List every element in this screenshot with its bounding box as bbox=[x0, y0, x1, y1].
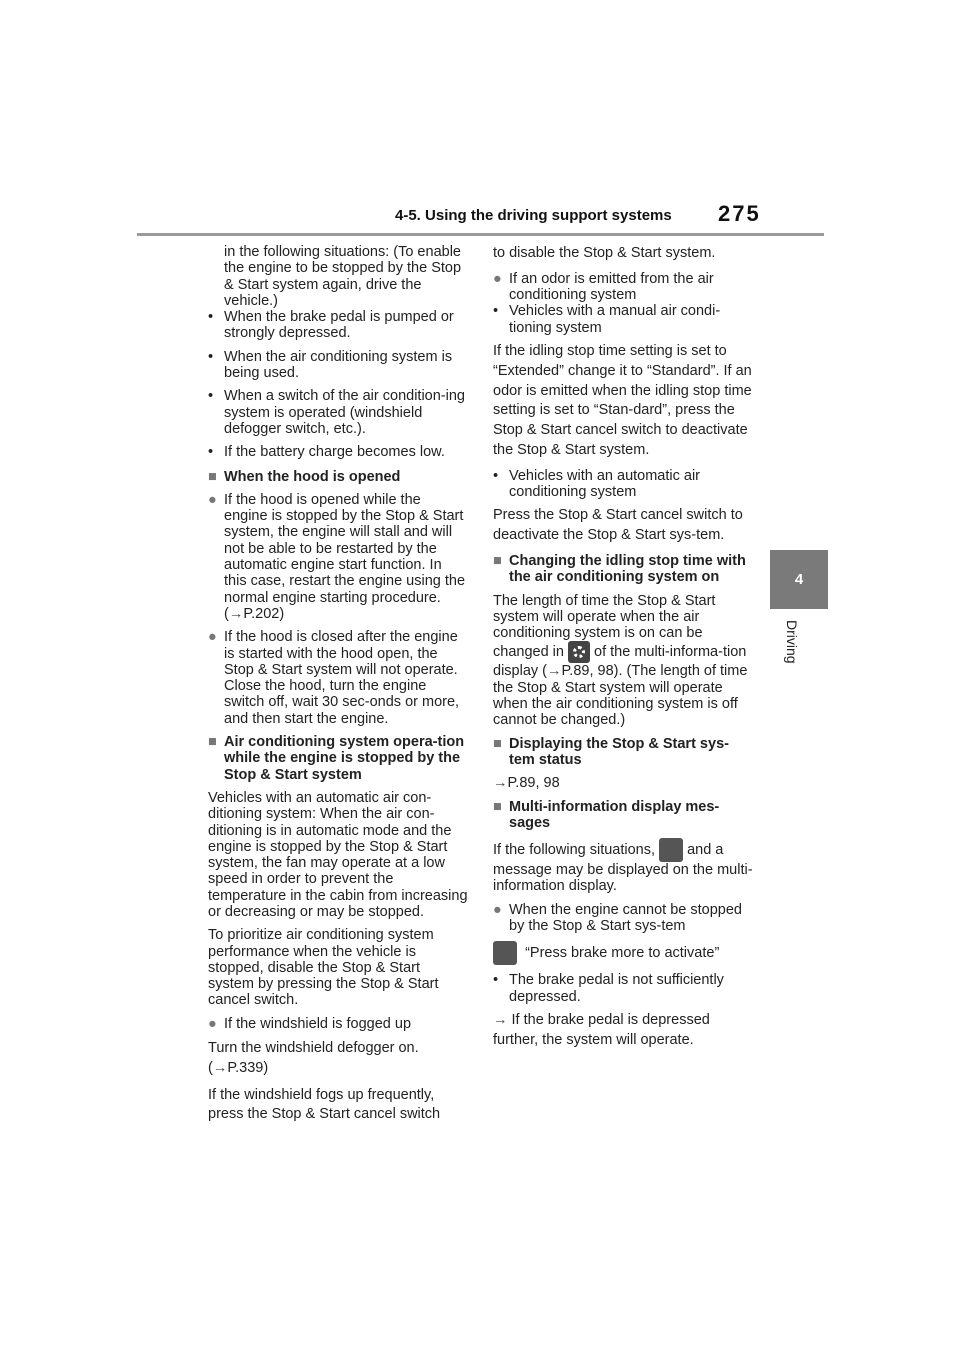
heading-messages: ■ Multi-information display mes-sages bbox=[493, 798, 720, 831]
odor-paragraph: If the idling stop time setting is set to “Extended” change it to “Standard”. If an odor is emitted when the idling stop time setting is set to “Stan-dard”, press the Stop & Start cancel switch to deactivate the Stop & Start system. bbox=[493, 342, 752, 458]
bullet-hood-closed: ● If the hood is closed after the engine is started with the hood open, the Stop & Start system will not operate. Close the hood, turn the engine switch off, wait 30 sec-onds or more, and then start the engine. bbox=[208, 629, 460, 727]
continued-text: to disable the Stop & Start system. bbox=[493, 245, 716, 261]
list-item: • Vehicles with a manual air condi-tioning system bbox=[493, 303, 721, 336]
odor-paragraph: Press the Stop & Start cancel switch to deactivate the Stop & Start sys-tem. bbox=[493, 507, 743, 544]
arrow-icon: → bbox=[493, 775, 508, 792]
circle-bullet-icon: ● bbox=[208, 491, 217, 508]
arrow-icon: → bbox=[212, 1059, 228, 1076]
page-number: 275 bbox=[718, 201, 761, 226]
ref-link[interactable]: P.202) bbox=[243, 605, 285, 622]
list-item: • When a switch of the air condition-ing system is operated (windshield defogger switch, etc.). bbox=[208, 388, 465, 437]
square-bullet-icon: ■ bbox=[208, 734, 217, 751]
arrow-icon: → bbox=[228, 605, 244, 622]
list-item: • If the battery charge becomes low. bbox=[208, 444, 445, 461]
list-item: • When the brake pedal is pumped or strongly depressed. bbox=[208, 309, 454, 342]
heading-hood: ■ When the hood is opened bbox=[208, 468, 401, 485]
heading-display: ■ Displaying the Stop & Start sys-tem status bbox=[493, 735, 729, 768]
bullet-fog: ● If the windshield is fogged up bbox=[208, 1015, 412, 1032]
change-paragraph: changed in of the multi-informa-tion display (→P.89, 98). (The length of time the Stop & Start system will operate when the air conditioning system is off cannot be changed.) bbox=[493, 641, 753, 728]
list-item: • Vehicles with an automatic air conditioning system bbox=[493, 467, 701, 501]
square-bullet-icon: ■ bbox=[493, 735, 502, 752]
header-divider bbox=[137, 233, 824, 236]
display-ref bbox=[493, 775, 753, 791]
ac-paragraph: Vehicles with an automatic air con-ditioning system: When the air con-ditioning is in automatic mode and the engine is stopped by the Stop & Start system, the fan may operate at a low speed in order to prevent the temperature in the cabin from increasing or decreasing or may be stopped. bbox=[208, 789, 468, 920]
bullet-engine-not-stopped: ● When the engine cannot be stopped by the Stop & Start sys-tem bbox=[493, 901, 742, 934]
msg-quote: “Press brake more to activate” bbox=[493, 941, 753, 965]
arrow-icon: → bbox=[493, 1011, 508, 1028]
chapter-tab[interactable] bbox=[770, 550, 828, 609]
fog-paragraph: If the windshield fogs up frequently, press the Stop & Start cancel switch bbox=[208, 1086, 441, 1123]
stop-start-indicator-icon bbox=[493, 941, 517, 965]
section-label-text: Driving bbox=[784, 620, 800, 664]
list-item: • When the air conditioning system is being used. bbox=[208, 348, 453, 382]
chapter-number: 4 bbox=[794, 571, 804, 588]
change-paragraph: The length of time the Stop & Start system will operate when the air conditioning system is on can be bbox=[493, 592, 716, 642]
ac-paragraph: To prioritize air conditioning system performance when the vehicle is stopped, disable the Stop & Start system by pressing the Stop & Start cancel switch. bbox=[208, 927, 439, 1009]
settings-gear-icon bbox=[568, 641, 590, 663]
square-bullet-icon: ■ bbox=[493, 798, 502, 815]
square-bullet-icon: ■ bbox=[208, 468, 217, 485]
circle-bullet-icon: ● bbox=[208, 629, 217, 646]
right-column bbox=[493, 244, 753, 1057]
msg-result: → If the brake pedal is depressed further, the system will operate. bbox=[493, 1011, 710, 1048]
heading-ac: ■ Air conditioning system opera-tion while the engine is stopped by the Stop & Start system bbox=[208, 734, 465, 783]
bullet-odor: ● If an odor is emitted from the air conditioning system bbox=[493, 270, 714, 304]
ref-link[interactable]: P.89, 98 bbox=[507, 775, 560, 792]
left-column bbox=[208, 244, 468, 1132]
stop-start-indicator-icon bbox=[659, 838, 683, 862]
square-bullet-icon: ■ bbox=[493, 552, 502, 569]
section-label bbox=[784, 620, 814, 690]
heading-change: ■ Changing the idling stop time with the air conditioning system on bbox=[493, 552, 746, 586]
intro-text: in the following situations: (To enable the engine to be stopped by the Stop & Start system again, drive the vehicle.) bbox=[224, 244, 462, 309]
bullet-hood-opened: ● If the hood is opened while the engine is stopped by the Stop & Start system, the engine will stall and will not be able to be restarted by the automatic engine start function. In this case, restart the engine using the normal engine starting procedure. (→P.202) bbox=[208, 491, 466, 622]
list-item: • The brake pedal is not sufficiently depressed. bbox=[493, 972, 724, 1005]
circle-bullet-icon: ● bbox=[493, 270, 502, 287]
ref-link[interactable]: P.339) bbox=[227, 1059, 269, 1076]
msg-paragraph: If the following situations, and a message may be displayed on the multi-information display. bbox=[493, 838, 753, 895]
circle-bullet-icon: ● bbox=[208, 1015, 217, 1032]
circle-bullet-icon: ● bbox=[493, 901, 502, 918]
page-header-title: 4-5. Using the driving support systems bbox=[395, 207, 672, 224]
fog-paragraph: Turn the windshield defogger on. (→P.339) bbox=[208, 1040, 419, 1076]
arrow-icon: → bbox=[547, 663, 562, 680]
